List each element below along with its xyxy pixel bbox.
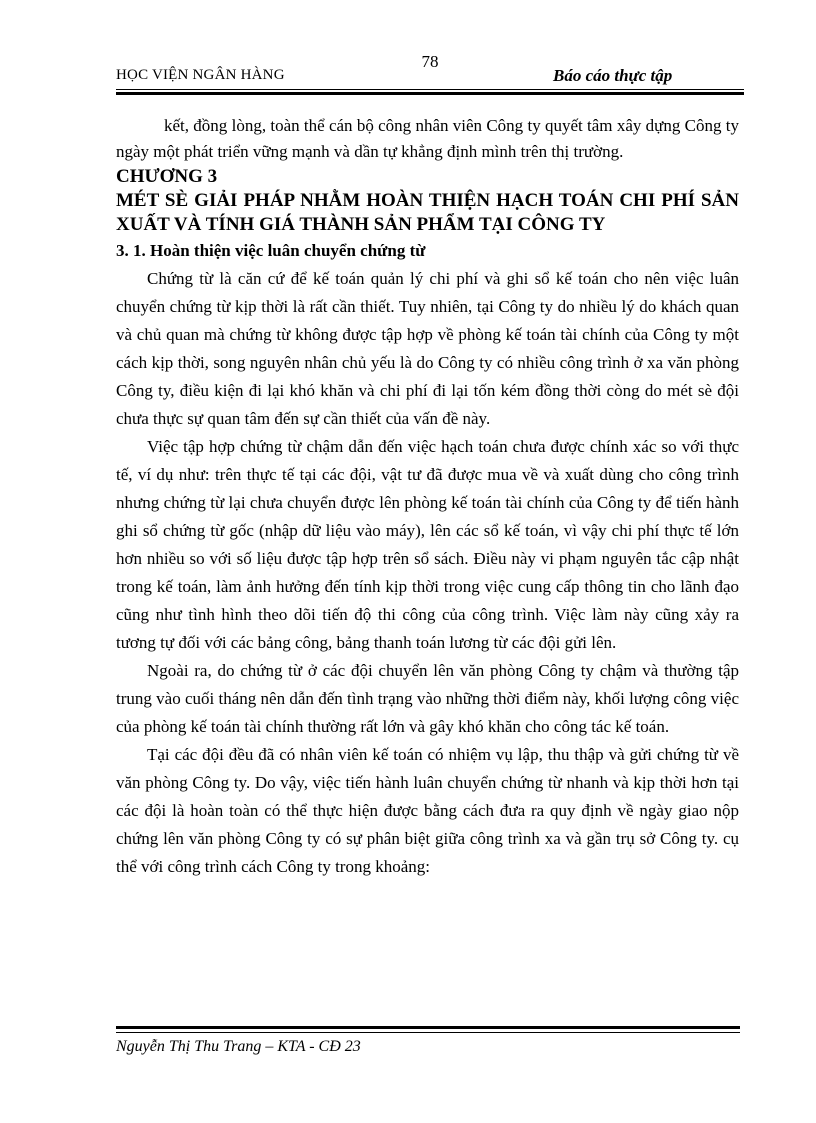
chapter-title: MÉT SÈ GIẢI PHÁP NHẰM HOÀN THIỆN HẠCH TOÁN CHI PHÍ SẢN XUẤT VÀ TÍNH GIÁ THÀNH SẢN PHẨM TẠI CÔNG TY <box>116 190 739 235</box>
section-heading: 3. 1. Hoàn thiện việc luân chuyển chứng từ <box>116 241 426 260</box>
footer-divider-thin <box>116 1032 740 1033</box>
footer-author: Nguyễn Thị Thu Trang – KTA - CĐ 23 <box>116 1038 361 1055</box>
page-body <box>116 113 739 881</box>
header-divider-thick <box>116 92 744 95</box>
body-paragraph-4: Tại các đội đều đã có nhân viên kế toán có nhiệm vụ lập, thu thập và gửi chứng từ về văn phòng Công ty. Do vậy, việc tiến hành luân chuyển chứng từ nhanh và kịp thời hơn tại các đội là hoàn toàn có thể thực hiện được bằng cách đưa ra quy định về ngày giao nộp chứng lên văn phòng Công ty có sự phân biệt giữa công trình xa và gần trụ sở Công ty. cụ thể với công trình cách Công ty trong khoảng: <box>116 745 739 876</box>
header-divider-thin <box>116 89 744 90</box>
header-institution: HỌC VIỆN NGÂN HÀNG <box>116 67 285 83</box>
body-paragraph-3: Ngoài ra, do chứng từ ở các đội chuyển lên văn phòng Công ty chậm và thường tập trung vào cuối tháng nên dẫn đến tình trạng vào những thời điểm này, khối lượng công việc của phòng kế toán tài chính thường rất lớn và gây khó khăn cho công tác kế toán. <box>116 661 739 736</box>
page-number: 78 <box>421 52 439 71</box>
header-report-title: Báo cáo thực tập <box>553 66 673 85</box>
intro-paragraph: kết, đồng lòng, toàn thể cán bộ công nhân viên Công ty quyết tâm xây dựng Công ty ngày một phát triển vững mạnh và dần tự khẳng định mình trên thị trường. <box>116 116 739 161</box>
footer-divider-thick <box>116 1026 740 1029</box>
chapter-label: CHƯƠNG 3 <box>116 166 218 187</box>
body-paragraph-2: Việc tập hợp chứng từ chậm dẫn đến việc hạch toán chưa được chính xác so với thực tế, ví dụ như: trên thực tế tại các đội, vật tư đã được mua về và xuất dùng cho công trình nhưng chứng từ lại chưa chuyển được lên phòng kế toán tài chính của Công ty để tiến hành ghi sổ chứng từ gốc (nhập dữ liệu vào máy), lên các sổ kế toán, vì vậy chi phí thực tế lớn hơn nhiều so với số liệu được tập hợp trên sổ sách. Điều này vi phạm nguyên tắc cập nhật trong kế toán, làm ảnh hưởng đến tính kịp thời trong việc cung cấp thông tin cho lãnh đạo cũng như tình hình theo dõi tiến độ thi công của công trình. Việc làm này cũng xảy ra tương tự đối với các bảng công, bảng thanh toán lương từ các đội gửi lên. <box>116 437 739 652</box>
body-paragraph-1: Chứng từ là căn cứ để kế toán quản lý chi phí và ghi sổ kế toán cho nên việc luân chuyển chứng từ kịp thời là rất cần thiết. Tuy nhiên, tại Công ty do nhiều lý do khách quan và chủ quan mà chứng từ không được tập hợp về phòng kế toán tài chính của Công ty một cách kịp thời, song nguyên nhân chủ yếu là do Công ty có nhiều công trình ở xa văn phòng Công ty, điều kiện đi lại khó khăn và chi phí đi lại tốn kém đồng thời còng do mét sè đội chưa thực sự quan tâm đến sự cần thiết của vấn đề này. <box>116 269 739 428</box>
